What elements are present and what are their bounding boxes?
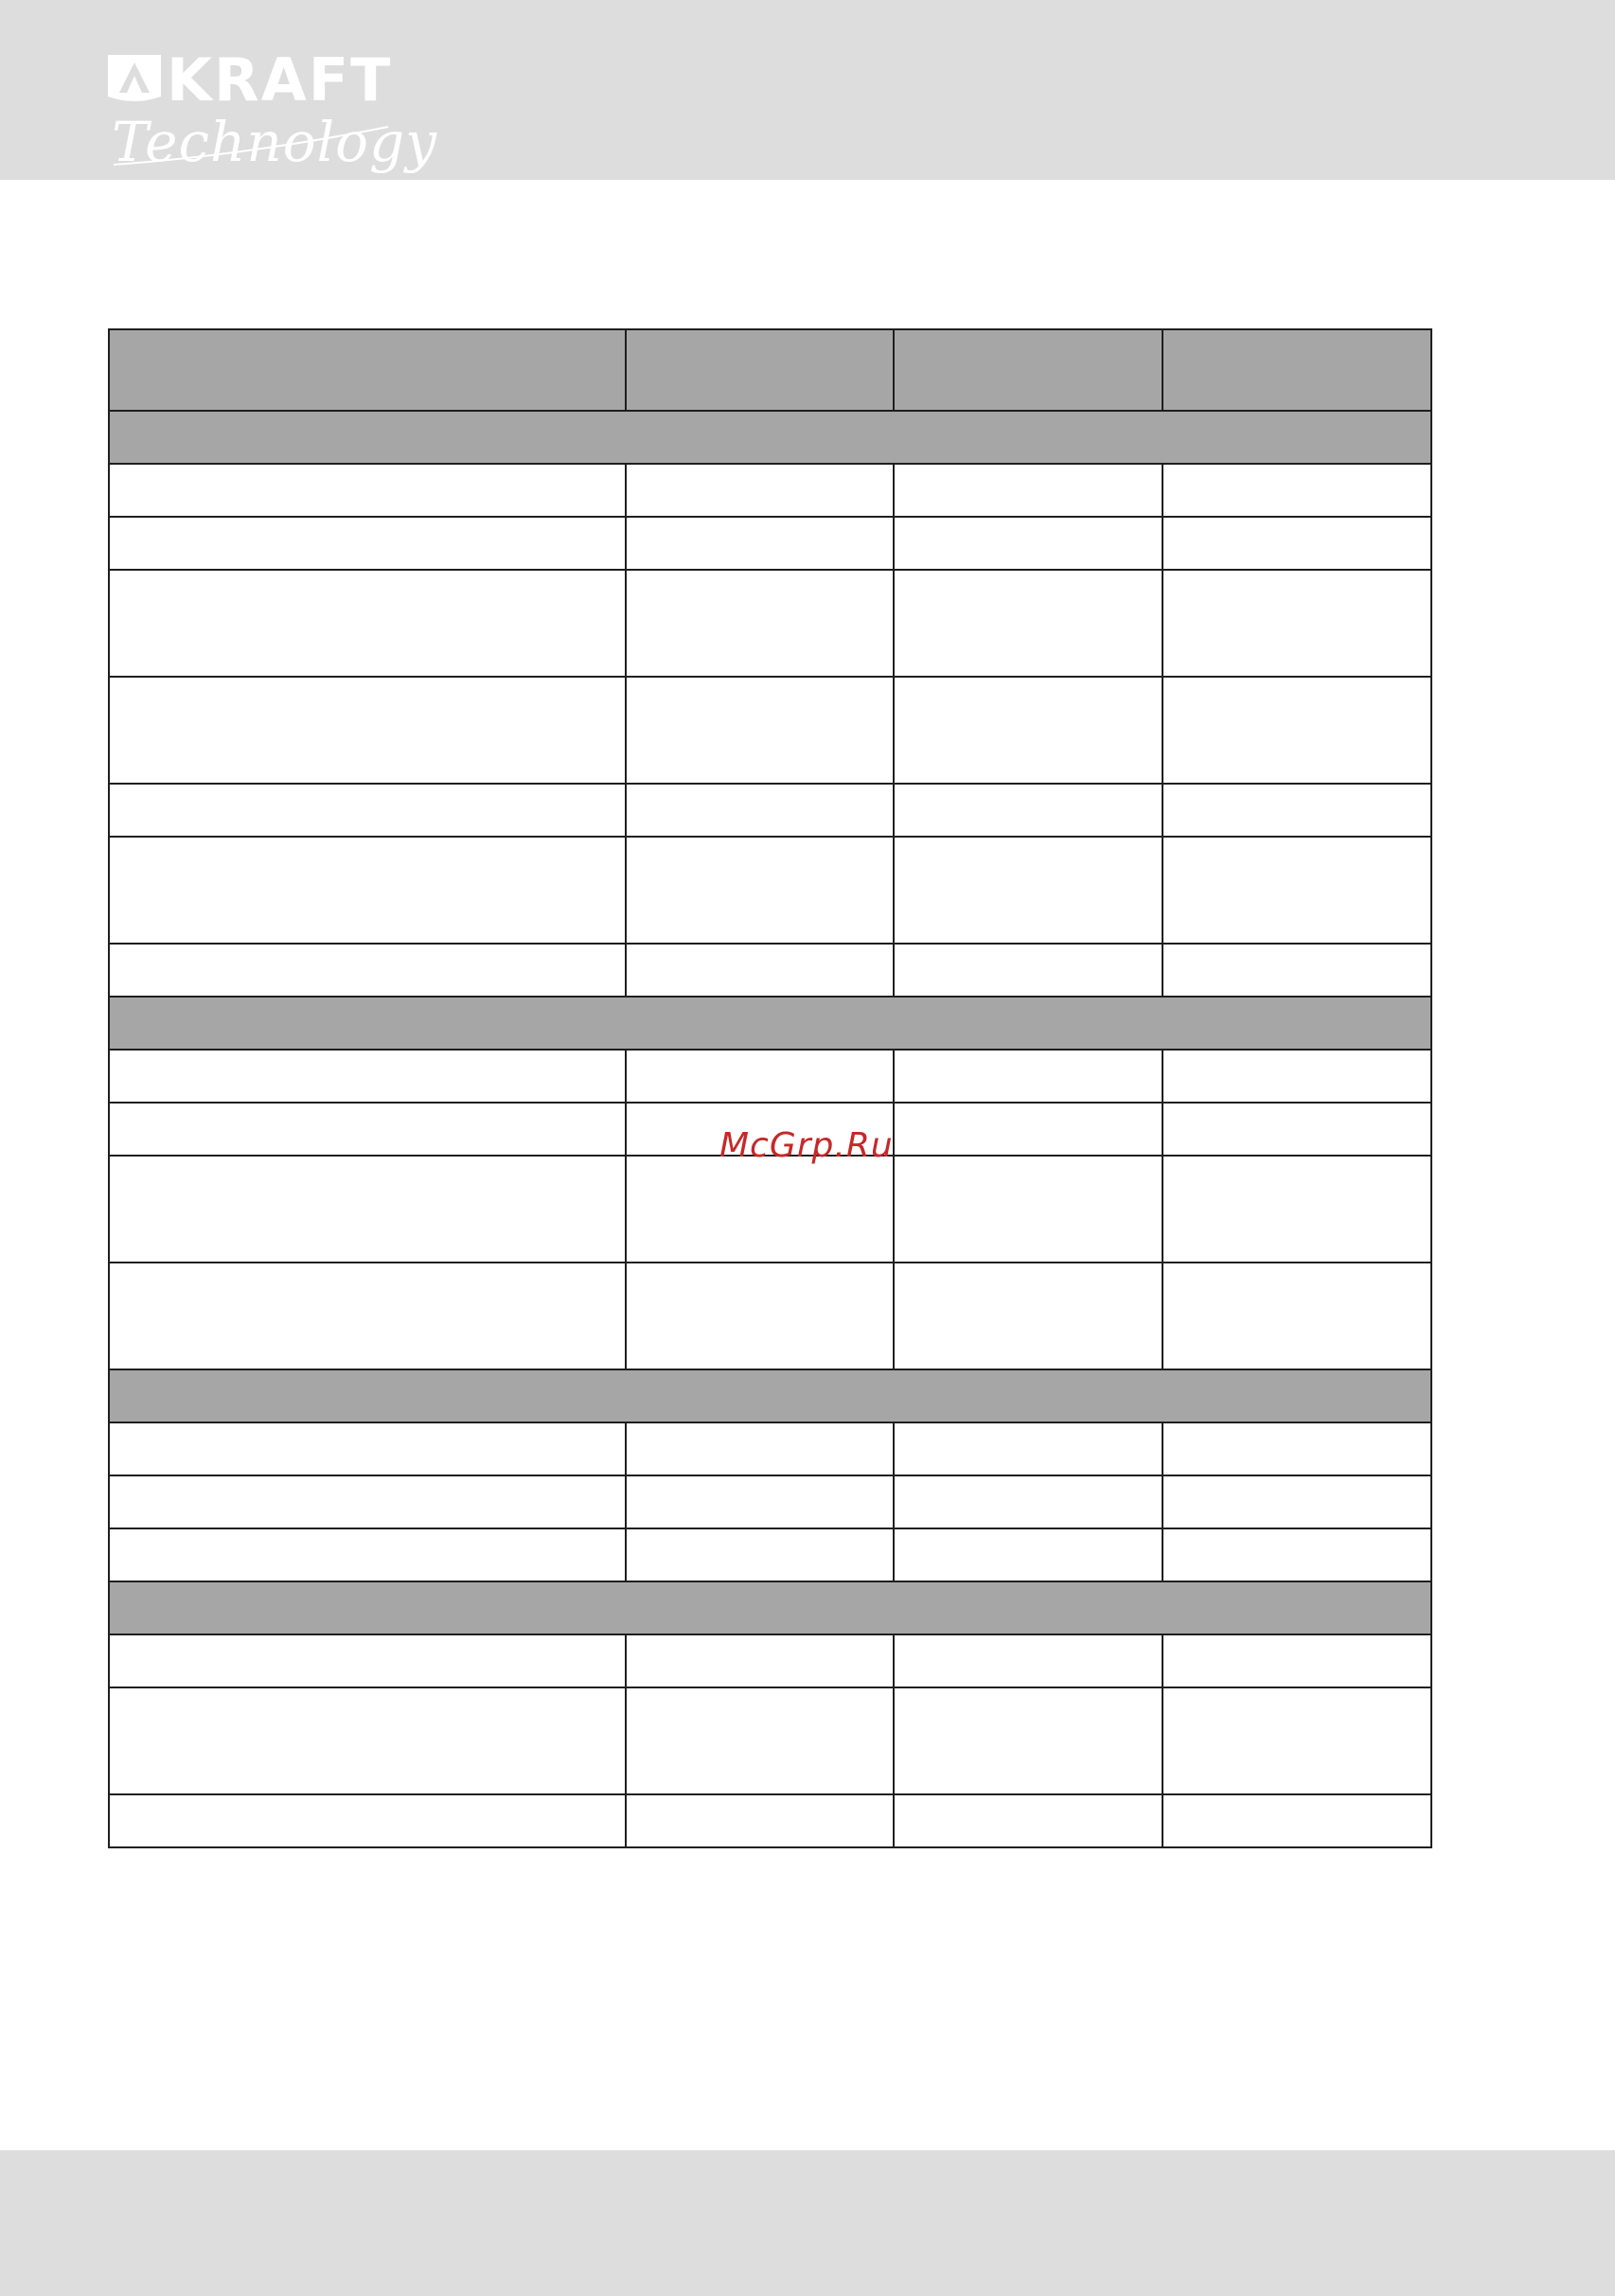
table-header-row (109, 329, 1431, 411)
table-cell (1162, 1528, 1431, 1581)
table-cell (109, 1422, 626, 1475)
table-row (109, 784, 1431, 837)
table-cell (894, 784, 1162, 837)
table-cell (894, 1263, 1162, 1369)
footer-band (0, 2150, 1615, 2296)
table-cell (626, 1156, 894, 1263)
table-cell (1162, 1263, 1431, 1369)
table-cell (894, 677, 1162, 784)
table-cell (109, 1050, 626, 1103)
table-row (109, 1422, 1431, 1475)
table-cell (109, 837, 626, 944)
section-cell (109, 1581, 1431, 1634)
table-cell (626, 1475, 894, 1528)
table-cell (1162, 1103, 1431, 1156)
table-cell (894, 944, 1162, 997)
kraft-technology-logo (104, 49, 483, 177)
table-cell (1162, 1794, 1431, 1847)
table-cell (1162, 944, 1431, 997)
header-cell (894, 329, 1162, 411)
table-cell (894, 1528, 1162, 1581)
table-cell (626, 1687, 894, 1794)
table-cell (1162, 1422, 1431, 1475)
table-cell (626, 944, 894, 997)
table-row (109, 517, 1431, 570)
table-section-row (109, 411, 1431, 464)
table-cell (1162, 677, 1431, 784)
table-cell (626, 677, 894, 784)
watermark-text: McGrp.Ru (719, 1126, 894, 1165)
table-cell (109, 1528, 626, 1581)
table-cell (109, 1156, 626, 1263)
table-cell (894, 1687, 1162, 1794)
table-cell (109, 677, 626, 784)
table-cell (109, 517, 626, 570)
table-cell (1162, 1475, 1431, 1528)
table-cell (626, 1263, 894, 1369)
header-cell (109, 329, 626, 411)
table-row (109, 677, 1431, 784)
table-row (109, 1156, 1431, 1263)
table-section-row (109, 1581, 1431, 1634)
header-cell (626, 329, 894, 411)
table-cell (894, 570, 1162, 677)
table-row (109, 1528, 1431, 1581)
table-cell (109, 784, 626, 837)
table-cell (894, 1156, 1162, 1263)
table-cell (1162, 1687, 1431, 1794)
table-cell (109, 1794, 626, 1847)
table-cell (1162, 464, 1431, 517)
table-cell (1162, 1050, 1431, 1103)
section-cell (109, 997, 1431, 1050)
table-cell (1162, 1156, 1431, 1263)
table-row (109, 464, 1431, 517)
table-cell (894, 1794, 1162, 1847)
table-section-row (109, 1369, 1431, 1422)
specification-table (108, 328, 1432, 1848)
table-row (109, 837, 1431, 944)
section-cell (109, 411, 1431, 464)
table-cell (626, 837, 894, 944)
table-cell (894, 517, 1162, 570)
table-cell (626, 1634, 894, 1687)
table-row (109, 1687, 1431, 1794)
table-cell (109, 1263, 626, 1369)
table-cell (626, 1422, 894, 1475)
table-cell (894, 837, 1162, 944)
table-cell (894, 464, 1162, 517)
table-cell (109, 1687, 626, 1794)
table-cell (1162, 570, 1431, 677)
table-cell (109, 1634, 626, 1687)
table-cell (626, 1050, 894, 1103)
table-row (109, 570, 1431, 677)
table-cell (626, 570, 894, 677)
table-row (109, 1050, 1431, 1103)
table-cell (626, 784, 894, 837)
table-cell (109, 464, 626, 517)
table-cell (109, 944, 626, 997)
table-row (109, 1263, 1431, 1369)
table-row (109, 944, 1431, 997)
header-cell (1162, 329, 1431, 411)
table-cell (1162, 1634, 1431, 1687)
table-cell (894, 1475, 1162, 1528)
table-cell (109, 1475, 626, 1528)
table-cell (626, 517, 894, 570)
table-cell (1162, 517, 1431, 570)
table-cell (894, 1050, 1162, 1103)
table-cell (626, 1794, 894, 1847)
table-cell (894, 1422, 1162, 1475)
table-cell (109, 570, 626, 677)
table-section-row (109, 997, 1431, 1050)
kraft-logo-icon (104, 49, 483, 177)
table-cell (109, 1103, 626, 1156)
brand-name-text: KRAFT (167, 49, 393, 115)
table-cell (626, 464, 894, 517)
table-cell (626, 1528, 894, 1581)
table-cell (1162, 837, 1431, 944)
table-cell (894, 1103, 1162, 1156)
section-cell (109, 1369, 1431, 1422)
table-row (109, 1794, 1431, 1847)
table-cell (1162, 784, 1431, 837)
brand-tagline-text: Technology (112, 110, 437, 174)
table-cell (894, 1634, 1162, 1687)
table-row (109, 1634, 1431, 1687)
table-row (109, 1475, 1431, 1528)
